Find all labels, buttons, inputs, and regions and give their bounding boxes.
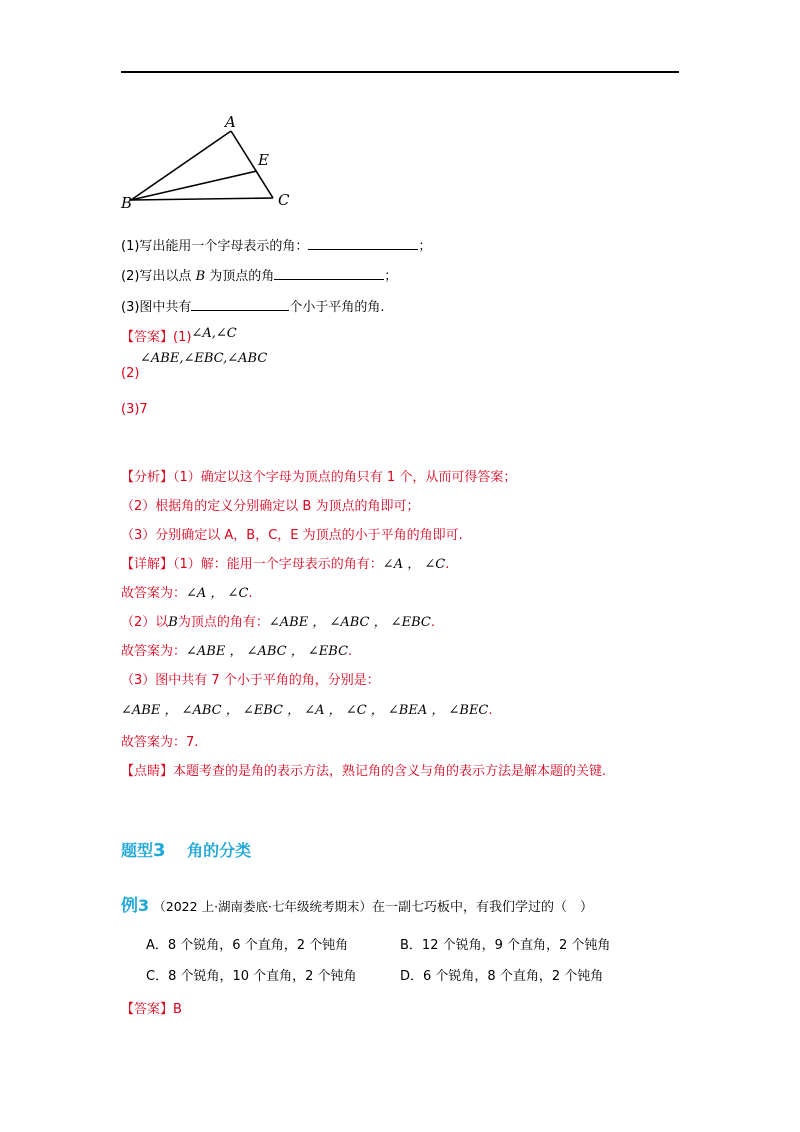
detail-line-5: （3）图中共有 7 个小于平角的角，分别是： (121, 673, 380, 688)
analysis-line-2: （2）根据角的定义分别确定以 B 为顶点的角即可； (121, 499, 420, 514)
label-B: B (121, 194, 133, 212)
detail-line-1: 【详解】（1）解：能用一个字母表示的角有：∠A ， ∠C. (121, 557, 450, 572)
answer-2-math: ∠ABE,∠EBC,∠ABC (140, 351, 268, 366)
detail-line-7: 故答案为：7. (121, 735, 199, 750)
segment-AB (131, 131, 231, 200)
triangle-figure (112, 110, 302, 215)
example-question: 例3 （2022 上·湖南娄底·七年级统考期末）在一副七巧板中，有我们学过的（ ） (121, 896, 594, 916)
header-rule (121, 71, 679, 73)
detail-line-3: （2）以B为顶点的角有：∠ABE ， ∠ABC ， ∠EBC. (121, 615, 435, 630)
answer-blank-2 (274, 267, 384, 280)
example-answer: 【答案】B (121, 1002, 182, 1017)
detail-line-2: 故答案为：∠A ， ∠C. (121, 586, 253, 601)
section-heading: 题型3 角的分类 (121, 840, 252, 861)
analysis-line-3: （3）分别确定以 A，B，C，E 为顶点的小于平角的角即可. (121, 528, 463, 543)
option-d: D．6 个锐角，8 个直角，2 个钝角 (400, 969, 604, 984)
answer-blank-3 (191, 298, 289, 311)
label-E: E (258, 151, 269, 169)
comment-line: 【点睛】本题考查的是角的表示方法，熟记角的含义与角的表示方法是解本题的关键. (121, 764, 607, 779)
label-A: A (225, 113, 236, 131)
label-C: C (278, 191, 290, 209)
question-2: (2)写出以点 B 为顶点的角 ； (121, 269, 398, 284)
question-1: (1)写出能用一个字母表示的角： ； (121, 239, 432, 254)
answer-2-number: (2) (121, 366, 140, 381)
analysis-line-1: 【分析】（1）确定以这个字母为顶点的角只有 1 个，从而可得答案； (121, 470, 517, 485)
answer-line-1: 【答案】(1)∠A,∠C (121, 326, 237, 345)
answer-blank-1 (308, 237, 418, 250)
option-c: C．8 个锐角，10 个直角，2 个钝角 (146, 969, 357, 984)
option-a: A．8 个锐角，6 个直角，2 个钝角 (146, 938, 349, 953)
answer-3: (3)7 (121, 402, 148, 417)
option-b: B．12 个锐角，9 个直角，2 个钝角 (400, 938, 611, 953)
segment-BE (131, 171, 257, 200)
segment-BC (131, 198, 273, 200)
detail-line-6: ∠ABE ， ∠ABC ， ∠EBC ， ∠A ， ∠C ， ∠BEA ， ∠BEC. (121, 703, 493, 718)
detail-line-4: 故答案为：∠ABE ， ∠ABC ， ∠EBC. (121, 644, 353, 659)
question-3: (3)图中共有 个小于平角的角. (121, 300, 385, 315)
